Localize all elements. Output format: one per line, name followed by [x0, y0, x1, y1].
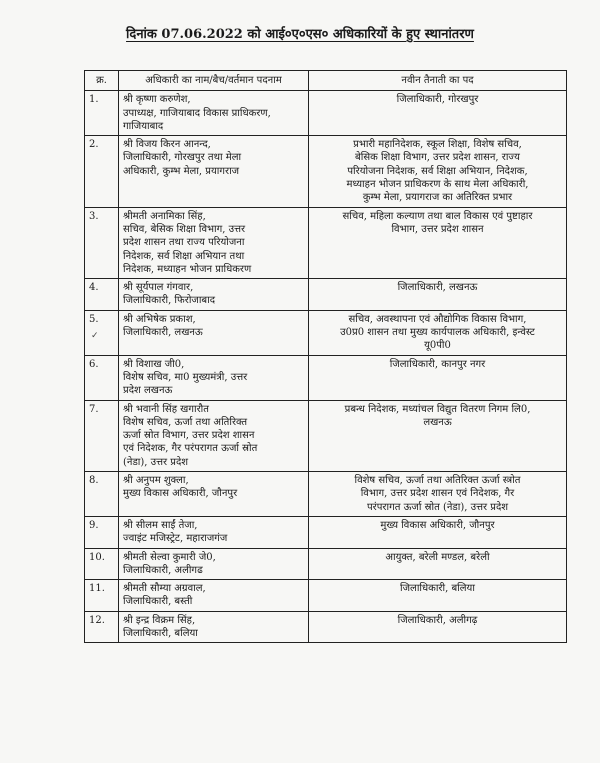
table-row — [85, 136, 567, 207]
new-posting-text-line: यू0पी0 — [424, 340, 451, 352]
officer-text-line: गाजियाबाद — [123, 120, 164, 132]
officer-cell — [119, 136, 309, 207]
officer-text-line: निदेशक, सर्व शिक्षा अभियान तथा — [123, 250, 245, 262]
officer-text-line: श्री विजय किरन आनन्द, — [123, 139, 211, 151]
new-posting-text-line: मुख्य विकास अधिकारी, जौनपुर — [380, 519, 495, 531]
serial-cell — [85, 472, 119, 517]
officer-text-line: श्री कृष्णा करुणेश, — [123, 94, 191, 106]
officer-text-line: जिलाधिकारी, अलीगढ — [123, 564, 203, 576]
officer-text-line: श्रीमती सौम्या अग्रवाल, — [123, 583, 206, 595]
new-posting-cell — [309, 279, 567, 311]
serial-cell — [85, 400, 119, 471]
officer-cell — [119, 400, 309, 471]
table-row — [85, 400, 567, 471]
new-posting-text-line: लखनऊ — [423, 416, 452, 428]
serial-cell — [85, 516, 119, 548]
serial-cell — [85, 355, 119, 400]
new-posting-cell — [309, 611, 567, 643]
handwritten-tick-mark: ✓ — [91, 331, 99, 342]
officer-cell — [119, 310, 309, 355]
table-row — [85, 516, 567, 548]
new-posting-text-line: कुम्भ मेला, प्रयागराज का अतिरिक्त प्रभार — [362, 192, 513, 204]
serial-cell — [85, 580, 119, 612]
officer-text-line: श्री अनुपम शुक्ला, — [123, 475, 189, 487]
new-posting-text-line: जिलाधिकारी, बलिया — [400, 583, 475, 595]
serial-cell — [85, 207, 119, 278]
serial-number: 3. — [89, 210, 99, 222]
officer-text-line: ज्वाइंट मजिस्ट्रेट, महाराजगंज — [123, 533, 228, 545]
new-posting-text-line: जिलाधिकारी, कानपुर नगर — [389, 358, 486, 370]
officer-text-line: श्रीमती सेल्वा कुमारी जे0, — [123, 551, 216, 563]
document-title-text: दिनांक 07.06.2022 को आई०ए०एस० अधिकारियों के हुए स्थानांतरण — [126, 27, 474, 42]
new-posting-text-line: सचिव, अवस्थापना एवं औद्योगिक विकास विभाग, — [348, 313, 527, 325]
new-posting-text-line: आयुक्त, बरेली मण्डल, बरेली — [385, 551, 490, 563]
table-row — [85, 279, 567, 311]
table-row — [85, 548, 567, 580]
new-posting-cell — [309, 472, 567, 517]
new-posting-text-line: उ0प्र0 शासन तथा मुख्य कार्यपालक अधिकारी, इन्वेस्ट — [340, 327, 535, 339]
officer-text-line: श्री विशाख जी0, — [123, 358, 185, 370]
header-serial: क्र. — [85, 71, 119, 91]
new-posting-text-line: सचिव, महिला कल्याण तथा बाल विकास एवं पुष्टाहार — [342, 210, 533, 222]
officer-cell — [119, 207, 309, 278]
officer-text-line: (नेडा), उत्तर प्रदेश — [123, 456, 189, 468]
officer-cell — [119, 611, 309, 643]
table-header-row — [85, 71, 567, 91]
officer-cell — [119, 91, 309, 136]
new-posting-cell — [309, 580, 567, 612]
header-new-posting: नवीन तैनाती का पद — [309, 71, 567, 91]
new-posting-text-line: विभाग, उत्तर प्रदेश शासन एवं निदेशक, गैर — [360, 488, 515, 500]
serial-number: 2. — [89, 139, 99, 151]
serial-number: 12. — [89, 614, 105, 626]
table-row — [85, 91, 567, 136]
new-posting-text-line: प्रभारी महानिदेशक, स्कूल शिक्षा, विशेष सचिव, — [353, 139, 522, 151]
officer-text-line: प्रदेश शासन तथा राज्य परियोजना — [123, 237, 245, 249]
new-posting-text-line: जिलाधिकारी, अलीगढ़ — [397, 614, 478, 626]
new-posting-cell — [309, 310, 567, 355]
table-row — [85, 580, 567, 612]
officer-text-line: श्री अभिषेक प्रकाश, — [123, 313, 196, 325]
new-posting-cell — [309, 207, 567, 278]
new-posting-cell — [309, 516, 567, 548]
serial-cell — [85, 310, 119, 355]
document-title — [0, 24, 600, 42]
officer-cell — [119, 548, 309, 580]
new-posting-text-line: विशेष सचिव, ऊर्जा तथा अतिरिक्त ऊर्जा स्त्रोत — [354, 475, 521, 487]
officer-text-line: मुख्य विकास अधिकारी, जौनपुर — [123, 488, 238, 500]
officer-text-line: विशेष सचिव, मा0 मुख्यमंत्री, उत्तर — [123, 371, 248, 383]
officer-text-line: सचिव, बेसिक शिक्षा विभाग, उत्तर — [123, 223, 246, 235]
new-posting-text-line: जिलाधिकारी, गोरखपुर — [396, 94, 479, 106]
officer-text-line: जिलाधिकारी, फिरोजाबाद — [123, 295, 216, 307]
new-posting-text-line: बेसिक शिक्षा विभाग, उत्तर प्रदेश शासन, राज्य — [355, 152, 520, 164]
table-row — [85, 472, 567, 517]
serial-number: 9. — [89, 519, 99, 531]
serial-number: 11. — [89, 583, 105, 595]
officer-cell — [119, 580, 309, 612]
table-row — [85, 310, 567, 355]
table-row — [85, 355, 567, 400]
serial-cell — [85, 91, 119, 136]
new-posting-text-line: परंपरागत ऊर्जा स्रोत (नेडा), उत्तर प्रदेश — [366, 501, 509, 513]
serial-cell — [85, 279, 119, 311]
officer-text-line: श्री इन्द्र विक्रम सिंह, — [123, 614, 196, 626]
officer-text-line: श्री सूर्यपाल गंगवार, — [123, 282, 194, 294]
officer-text-line: प्रदेश लखनऊ — [123, 385, 173, 397]
transfers-table — [84, 70, 567, 643]
new-posting-text-line: परियोजना निदेशक, सर्व शिक्षा अभियान, निदेशक, — [347, 165, 528, 177]
table-row — [85, 207, 567, 278]
officer-text-line: एवं निदेशक, गैर परंपरागत ऊर्जा स्रोत — [123, 443, 258, 455]
serial-cell — [85, 136, 119, 207]
officer-text-line: श्री सीलम साईं तेजा, — [123, 519, 198, 531]
officer-cell — [119, 279, 309, 311]
officer-text-line: निदेशक, मध्याहन भोजन प्राधिकरण — [123, 263, 252, 275]
table-row — [85, 611, 567, 643]
table-body — [85, 91, 567, 643]
officer-cell — [119, 472, 309, 517]
officer-text-line: उपाध्यक्ष, गाजियाबाद विकास प्राधिकरण, — [123, 107, 271, 119]
officer-text-line: जिलाधिकारी, बलिया — [123, 627, 198, 639]
officer-text-line: जिलाधिकारी, लखनऊ — [123, 327, 203, 339]
serial-number: 5. — [89, 313, 99, 325]
new-posting-cell — [309, 400, 567, 471]
officer-text-line: अधिकारी, कुम्भ मेला, प्रयागराज — [123, 165, 240, 177]
officer-text-line: जिलाधिकारी, बस्ती — [123, 596, 193, 608]
serial-cell — [85, 611, 119, 643]
header-officer: अधिकारी का नाम/बैच/वर्तमान पदनाम — [119, 71, 309, 91]
serial-number: 10. — [89, 551, 105, 563]
officer-text-line: श्री भवानी सिंह खगारौत — [123, 403, 209, 415]
officer-text-line: श्रीमती अनामिका सिंह, — [123, 210, 206, 222]
new-posting-cell — [309, 355, 567, 400]
officer-cell — [119, 516, 309, 548]
serial-number: 8. — [89, 475, 99, 487]
new-posting-cell — [309, 91, 567, 136]
officer-cell — [119, 355, 309, 400]
new-posting-cell — [309, 136, 567, 207]
serial-number: 6. — [89, 358, 99, 370]
new-posting-text-line: मध्याहन भोजन प्राधिकरण के साथ मेला अधिकारी, — [346, 179, 529, 191]
new-posting-text-line: विभाग, उत्तर प्रदेश शासन — [391, 223, 484, 235]
officer-text-line: विशेष सचिव, ऊर्जा तथा अतिरिक्त — [123, 416, 248, 428]
officer-text-line: ऊर्जा स्रोत विभाग, उत्तर प्रदेश शासन — [123, 430, 255, 442]
serial-number: 4. — [89, 282, 99, 294]
officer-text-line: जिलाधिकारी, गोरखपुर तथा मेला — [123, 152, 242, 164]
serial-number: 1. — [89, 94, 99, 106]
new-posting-text-line: जिलाधिकारी, लखनऊ — [397, 282, 478, 294]
new-posting-text-line: प्रबन्ध निदेशक, मध्यांचल विद्युत वितरण निगम लि0, — [344, 403, 531, 415]
new-posting-cell — [309, 548, 567, 580]
serial-number: 7. — [89, 403, 99, 415]
serial-cell — [85, 548, 119, 580]
